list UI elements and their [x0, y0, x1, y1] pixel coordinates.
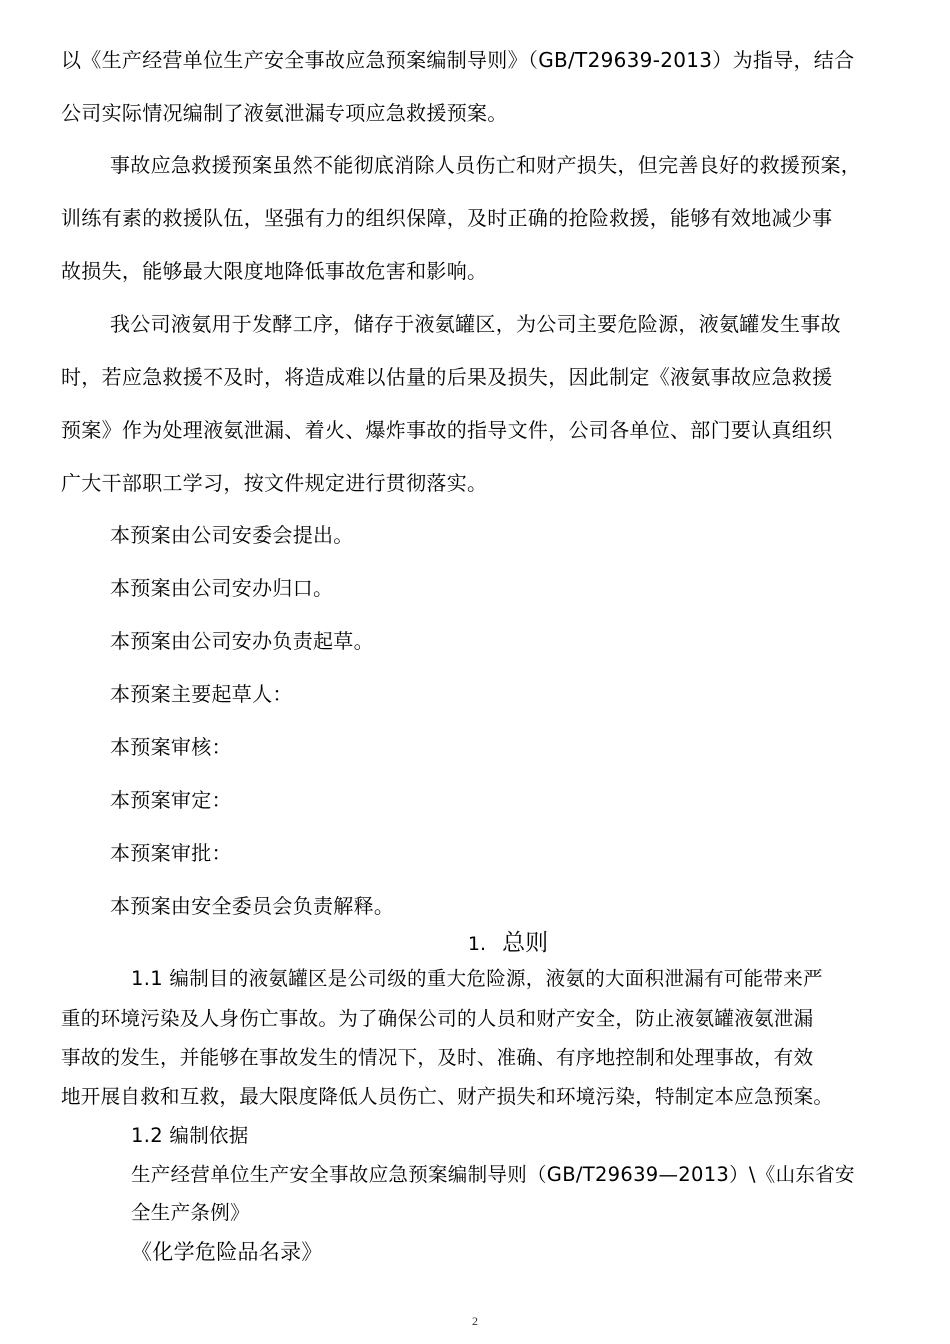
body-text-line: 本预案审定： [110, 788, 232, 812]
body-text-line: 1.1 编制目的液氨罐区是公司级的重大危险源，液氨的大面积泄漏有可能带来严 [131, 967, 823, 990]
body-text-line: 以《生产经营单位生产安全事故应急预案编制导则》（GB/T29639-2013）为指导，结合 [61, 48, 855, 72]
body-text-line: 本预案主要起草人： [110, 682, 293, 706]
body-text-line: 重的环境污染及人身伤亡事故。为了确保公司的人员和财产安全，防止液氨罐液氨泄漏 [61, 1007, 814, 1030]
body-text-line: 本预案审批： [110, 841, 232, 865]
body-text-line: 公司实际情况编制了液氨泄漏专项应急救援预案。 [61, 101, 508, 125]
body-text-line: 本预案由公司安办负责起草。 [110, 629, 374, 653]
body-text-line: 《化学危险品名录》 [131, 1240, 323, 1264]
body-text-line: 本预案由公司安办归口。 [110, 576, 334, 600]
body-text-line: 故损失，能够最大限度地降低事故危害和影响。 [61, 259, 488, 283]
body-text-line: 本预案审核： [110, 735, 232, 759]
body-text-line: 预案》作为处理液氨泄漏、着火、爆炸事故的指导文件，公司各单位、部门要认真组织 [61, 418, 833, 442]
body-text-line: 训练有素的救援队伍，坚强有力的组织保障，及时正确的抢险救援，能够有效地减少事 [61, 206, 833, 230]
body-text-line: 地开展自救和互救，最大限度降低人员伤亡、财产损失和环境污染，特制定本应急预案。 [61, 1085, 834, 1108]
body-text-line: 事故应急救援预案虽然不能彻底消除人员伤亡和财产损失，但完善良好的救援预案， [110, 153, 862, 177]
body-text-line: 本预案由安全委员会负责解释。 [110, 894, 395, 918]
section-number: 1. [467, 933, 487, 955]
section-title: 总则 [502, 930, 549, 956]
subsection-heading: 1.2 编制依据 [131, 1124, 249, 1147]
body-text-line: 全生产条例》 [131, 1201, 250, 1224]
page-number: 2 [472, 1314, 478, 1328]
body-text-line: 事故的发生，并能够在事故发生的情况下，及时、准确、有序地控制和处理事故，有效 [61, 1046, 814, 1069]
body-text-line: 我公司液氨用于发酵工序，储存于液氨罐区，为公司主要危险源，液氨罐发生事故 [110, 312, 841, 336]
body-text-line: 本预案由公司安委会提出。 [110, 523, 354, 547]
body-text-line: 广大干部职工学习，按文件规定进行贯彻落实。 [61, 471, 488, 495]
section-heading [0, 928, 950, 959]
body-text-line: 时，若应急救援不及时，将造成难以估量的后果及损失，因此制定《液氨事故应急救援 [61, 365, 833, 389]
body-text-line: 生产经营单位生产安全事故应急预案编制导则（GB/T29639—2013）\《山东省安 [131, 1163, 855, 1186]
